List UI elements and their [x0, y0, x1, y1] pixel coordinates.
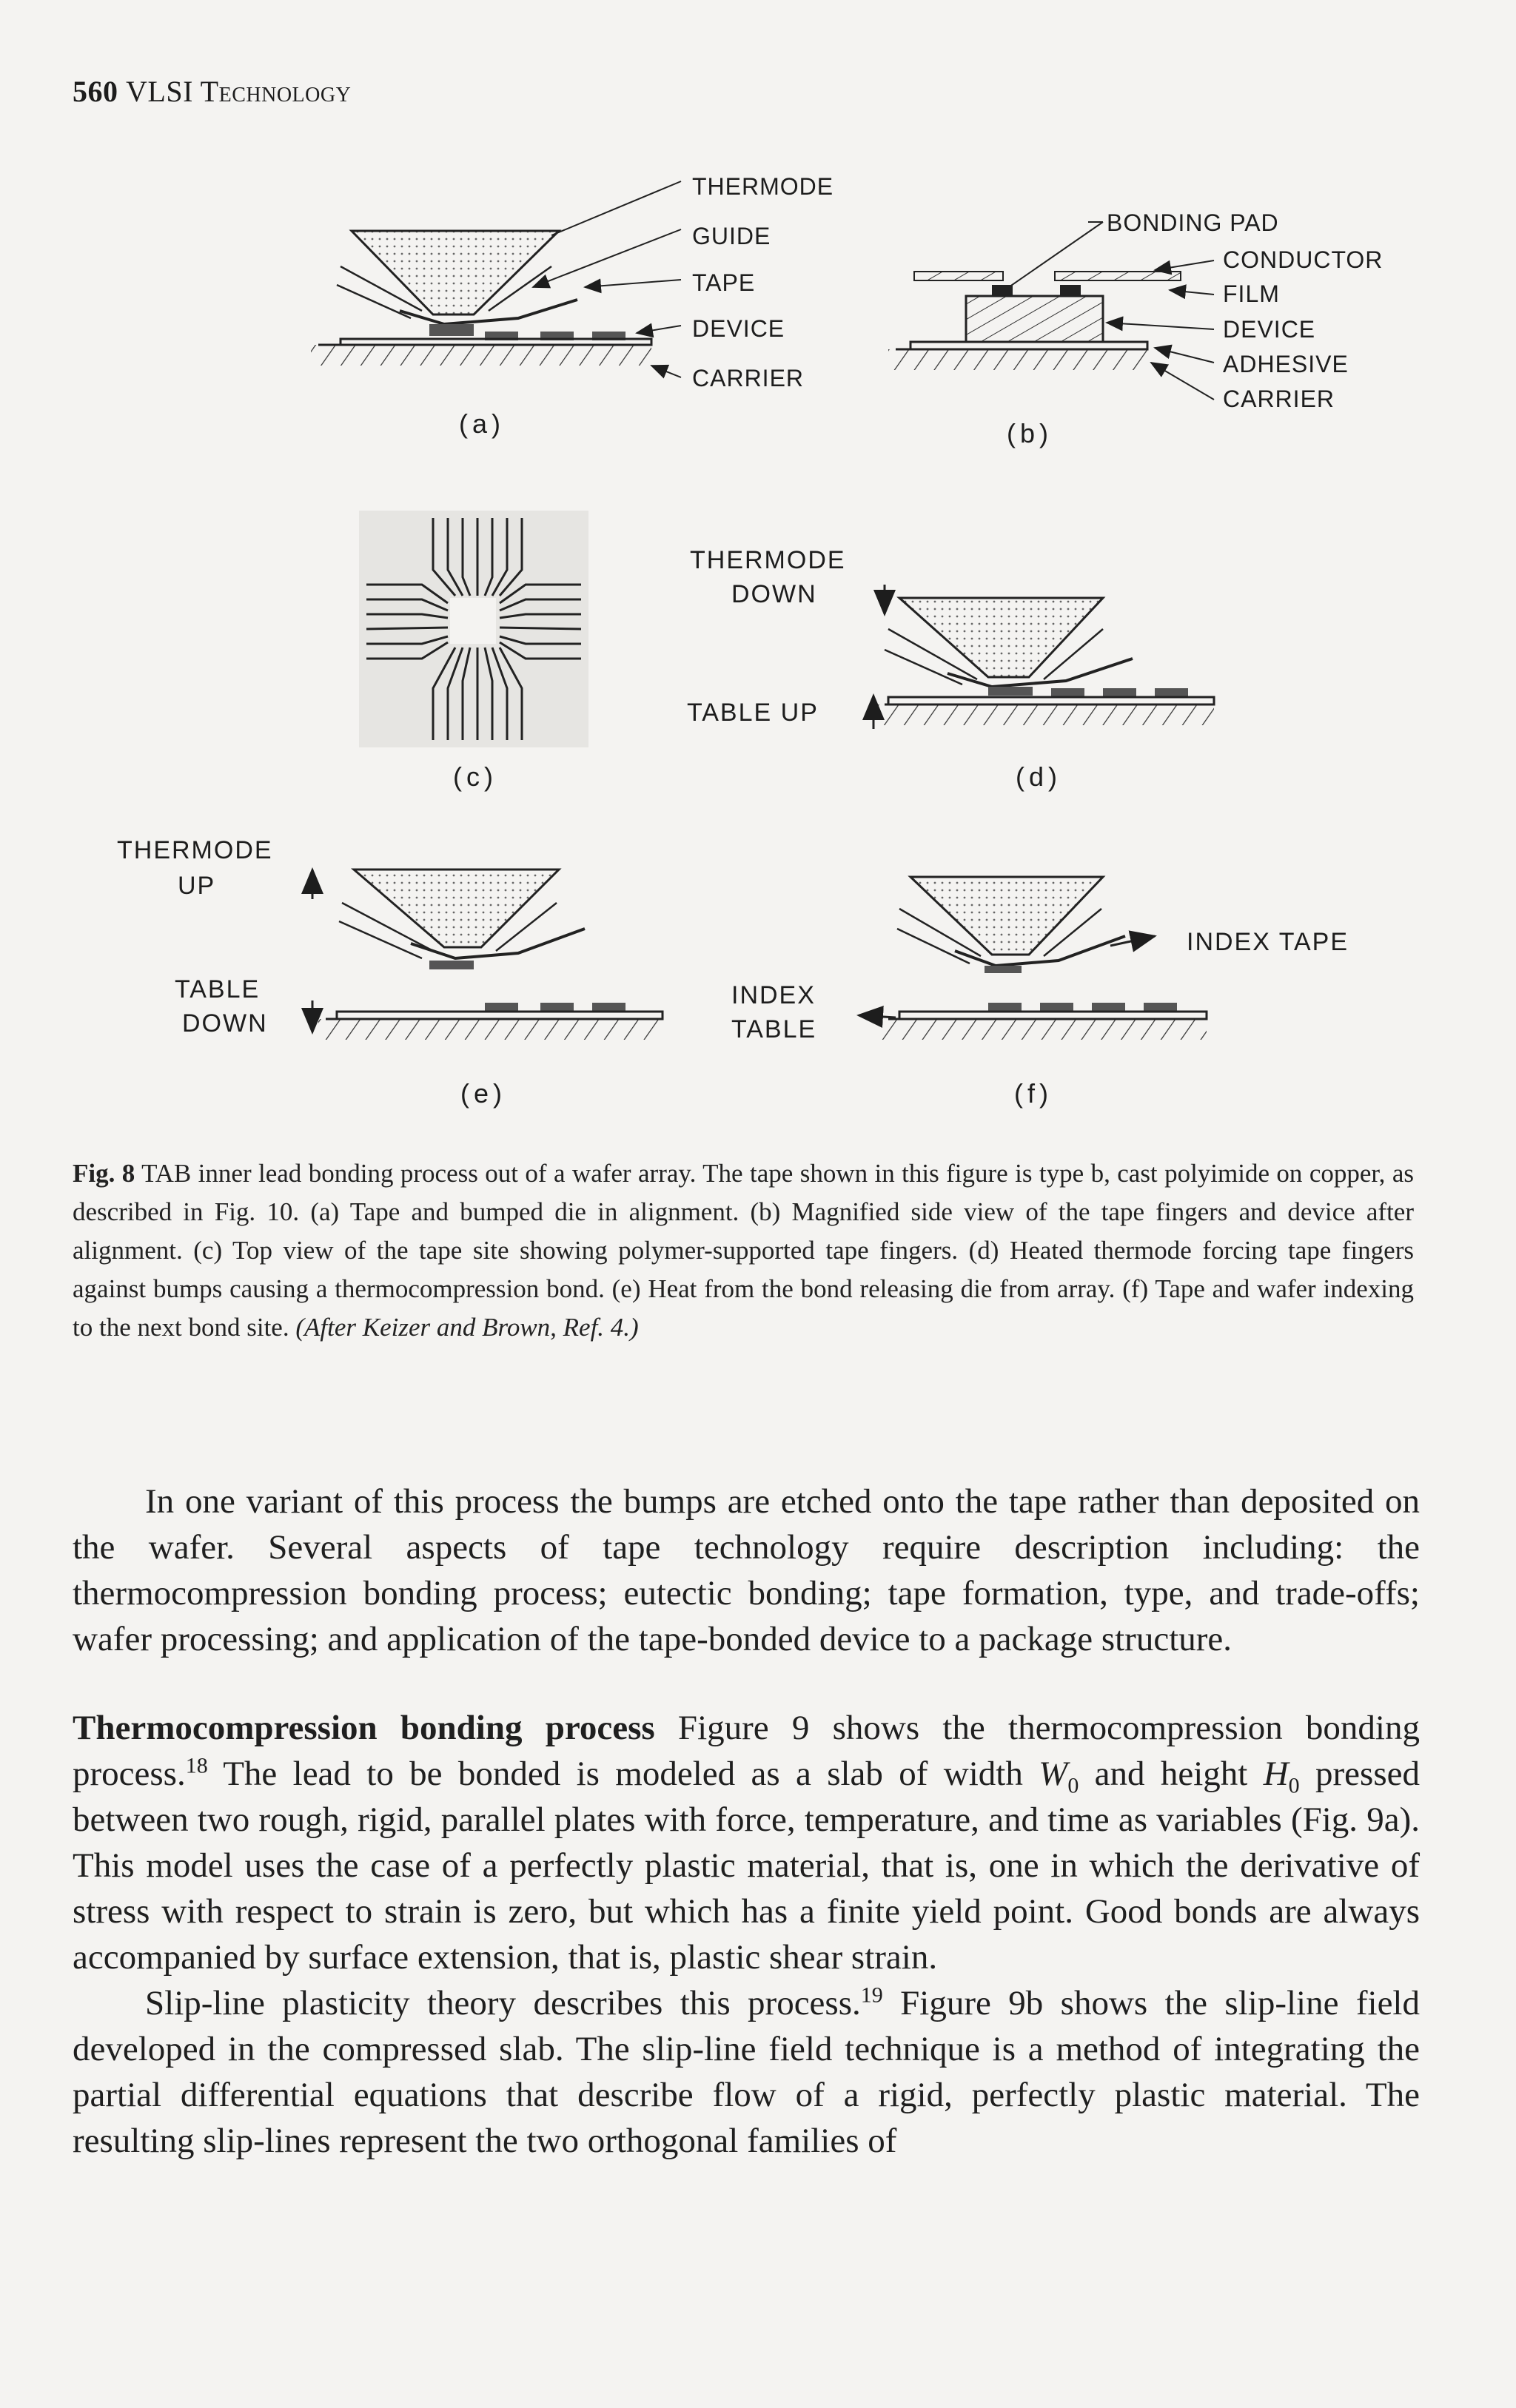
panel-f [731, 877, 1349, 1109]
caption-credit: (After Keizer and Brown, Ref. 4.) [295, 1313, 639, 1342]
label-e-down: DOWN [182, 1009, 268, 1037]
label-a-tape: TAPE [692, 269, 756, 296]
panel-e [117, 836, 663, 1109]
sublabel-f: (f) [1014, 1078, 1053, 1109]
sublabel-d: (d) [1016, 761, 1061, 792]
figure-caption [73, 1154, 1414, 1347]
figure-8 [0, 0, 1516, 1125]
body-text [73, 1479, 1420, 2164]
panel-a [311, 173, 834, 439]
panel-d [687, 546, 1214, 792]
label-d-thermode: THERMODE [690, 546, 846, 574]
panel-b [888, 209, 1383, 448]
label-d-down: DOWN [731, 580, 817, 608]
caption-text: TAB inner lead bonding process out of a wafer array. The tape shown in this figure is type b, cast polyimide on copper, as described in Fig. 10. (a) Tape and bumped die in alignment. (b) Magnified side view of the tape fingers and device after alignment. (c) Top view of the tape site showing polymer-supported tape fingers. (d) Heated thermode forcing tape fingers against bumps causing a thermocompression bond. (e) Heat from the bond releasing die from array. (f) Tape and wafer indexing to the next bond site. [73, 1159, 1414, 1342]
sublabel-c: (c) [453, 761, 497, 792]
label-f-index-tape: INDEX TAPE [1187, 928, 1349, 956]
paragraph-3: Slip-line plasticity theory describes this process.$^{19}$ Figure 9b shows the slip-line field developed in the compressed slab. The slip-line field technique is a method of integrating the partial differential equations that describe flow of a rigid, perfectly plastic material. The resulting slip-lines represent the two orthogonal families of [73, 1982, 1420, 2160]
label-b-adhesive: ADHESIVE [1223, 351, 1349, 377]
label-a-carrier: CARRIER [692, 365, 805, 391]
sublabel-e: (e) [460, 1078, 506, 1109]
label-b-device: DEVICE [1223, 316, 1316, 343]
caption-fig-label: Fig. 8 [73, 1159, 135, 1188]
label-a-guide: GUIDE [692, 223, 771, 249]
label-e-thermode: THERMODE [117, 836, 273, 864]
label-e-table: TABLE [175, 975, 261, 1003]
label-f-table: TABLE [731, 1015, 817, 1043]
label-e-up: UP [178, 872, 216, 900]
label-a-thermode: THERMODE [692, 173, 834, 200]
sublabel-a: (a) [459, 408, 505, 439]
label-a-device: DEVICE [692, 315, 785, 342]
label-b-conductor: CONDUCTOR [1223, 246, 1383, 273]
label-b-film: FILM [1223, 280, 1280, 307]
page-number: 560 [73, 75, 118, 108]
label-b-bonding-pad: BONDING PAD [1107, 209, 1279, 236]
sublabel-b: (b) [1007, 418, 1053, 448]
panel-c [359, 511, 588, 792]
section-heading: Thermocompression bonding process [73, 1709, 655, 1747]
ref-18: 18 [185, 1753, 208, 1778]
ref-19: 19 [860, 1982, 883, 2008]
paragraph-1: In one variant of this process the bumps are etched onto the tape rather than deposited on the wafer. Several aspects of tape technology require description including: the thermocompression bonding process; eutectic bonding; tape formation, type, and trade-offs; wafer processing; and application of the tape-bonded device to a package structure. [73, 1482, 1420, 1658]
label-b-carrier: CARRIER [1223, 386, 1335, 412]
label-d-table-up: TABLE UP [687, 699, 819, 727]
label-f-index: INDEX [731, 981, 816, 1009]
running-title: VLSI Technology [126, 75, 352, 108]
paragraph-2: Thermocompression bonding process Figure 9 shows the thermocompression bonding process.$^{18}$ The lead to be bonded is modeled as a slab of width $W_0$ and height $H_0$ pressed between two rough, rigid, parallel plates with force, temperature, and time as variables (Fig. 9a). This model uses the case of a perfectly plastic material, that is, one in which the derivative of stress with respect to strain is zero, but which has a finite yield point. Good bonds are always accompanied by surface extension, that is, plastic shear strain. [73, 1709, 1420, 1977]
